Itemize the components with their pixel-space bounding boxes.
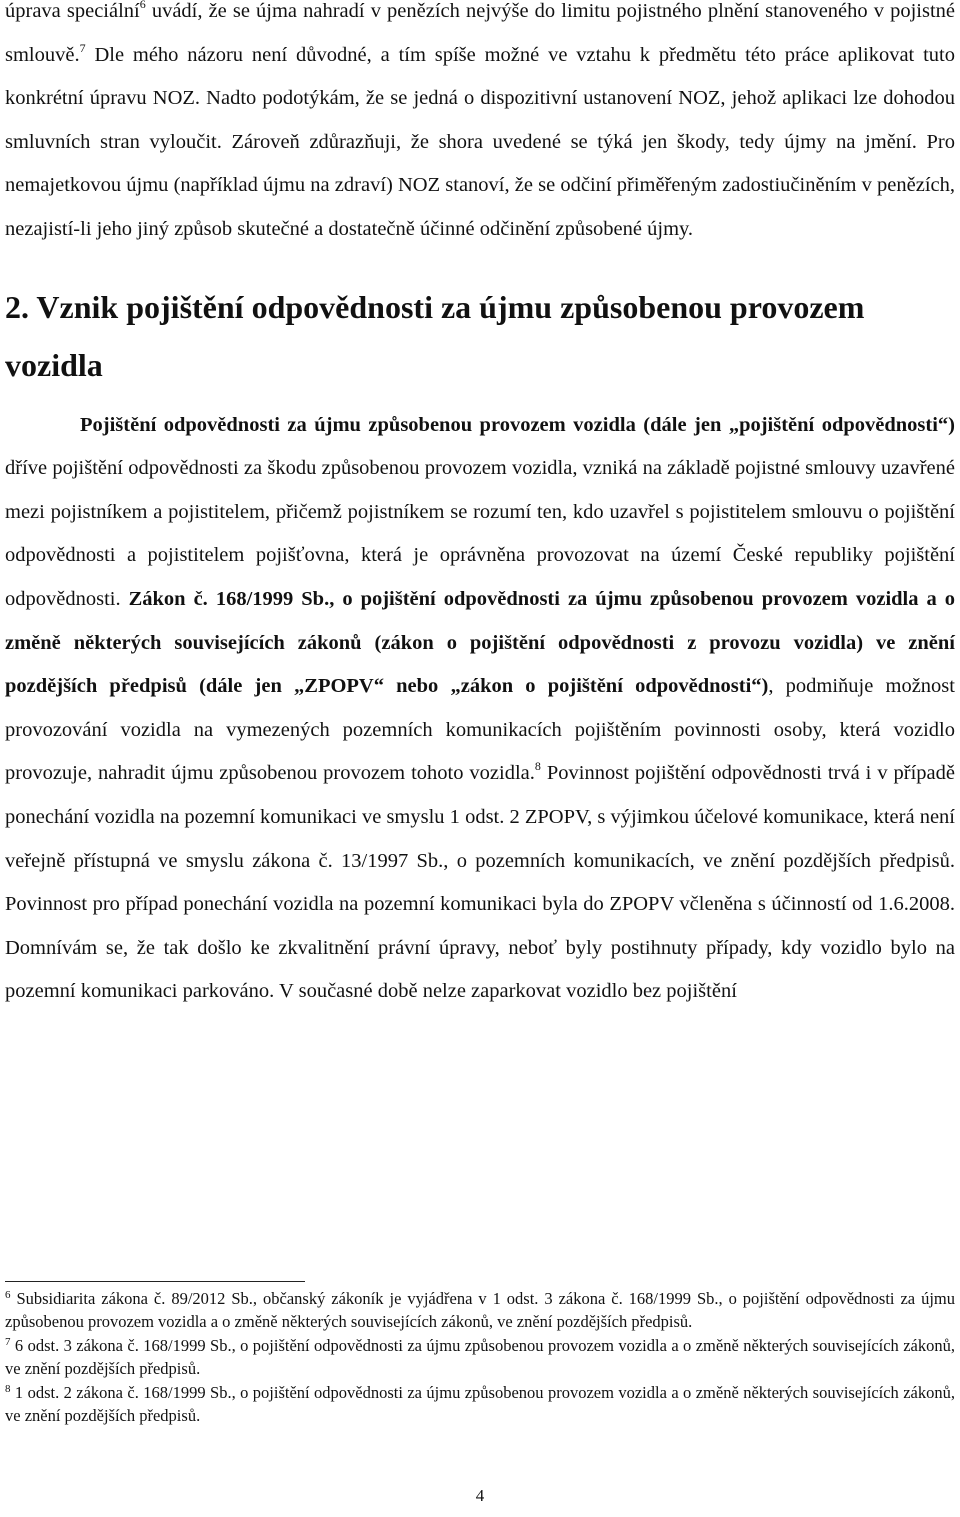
main-text-5: Povinnost pojištění odpovědnosti trvá i v případě ponechání vozidla na pozemní komunikaci ve smyslu 1 odst. 2 ZPOPV, s výjimkou účelové komunikace, která není veřejně přístupná ve smyslu zákona č. 13/1997 Sb., o pozemních komunikacích, ve znění pozdějších předpisů. Povinnost pro případ ponechání vozidla na pozemní komunikaci byla do ZPOPV včleněna s účinností od 1.6.2008. Domnívám se, že tak došlo ke zkvalitnění právní úpravy, neboť byly postihnuty případy, kdy vozidlo bylo na pozemní komunikaci parkováno. V současné době nelze zaparkovat vozidlo bez pojištění [5, 762, 955, 1003]
footnote-ref-8[interactable]: 8 [534, 759, 541, 774]
main-text-bold-3: Zákon č. 168/1999 Sb., o pojištění odpovědnosti za újmu způsobenou provozem vozidla a o změně některých souvisejících zákonů (zákon o pojištění odpovědnosti z provozu vozidla) ve znění pozdějších předpisů (dále jen „ZPOPV“ nebo „zákon o pojištění odpovědnosti“) [5, 587, 956, 698]
footnote-marker: 7 [5, 1335, 11, 1348]
footnote-text: Subsidiarita zákona č. 89/2012 Sb., občanský zákoník je vyjádřena v 1 odst. 3 zákona č. 168/1999 Sb., o pojištění odpovědnosti za újmu způsobenou provozem vozidla a o změně některých souvisejících zákonů, ve znění pozdějších předpisů. [5, 1289, 955, 1332]
intro-paragraph [5, 0, 955, 252]
main-text-bold-1: Pojištění odpovědnosti za újmu způsobenou provozem vozidla (dále jen „pojištění odpovědnosti“) [80, 413, 955, 436]
intro-text-3: Dle mého názoru není důvodné, a tím spíše možné ve vztahu k předmětu této práce aplikovat tuto konkrétní úpravu NOZ. Nadto podotýkám, že se jedná o dispozitivní ustanovení NOZ, jehož aplikaci lze dohodou smluvních stran vyloučit. Zároveň zdůrazňuji, že shora uvedené se týká jen škody, tedy újmy na jmění. Pro nemajetkovou újmu (například újmu na zdraví) NOZ stanoví, že se odčiní přiměřeným zadostiučiněním v penězích, nezajistí-li jeho jiný způsob skutečné a dostatečně účinné odčinění způsobené újmy. [5, 43, 955, 240]
footnote-6 [5, 1287, 955, 1334]
footnote-marker: 8 [5, 1382, 11, 1395]
footnote-separator [5, 1281, 305, 1282]
main-text-2: dříve pojištění odpovědnosti za škodu způsobenou provozem vozidla, vzniká na základě pojistné smlouvy uzavřené mezi pojistníkem a pojistitelem, přičemž pojistníkem se rozumí ten, kdo uzavřel s pojistitelem smlouvu o pojištění odpovědnosti a pojistitelem pojišťovna, která je oprávněna provozovat na území České republiky pojištění odpovědnosti. [5, 457, 955, 610]
footnote-text: 1 odst. 2 zákona č. 168/1999 Sb., o pojištění odpovědnosti za újmu způsobenou provozem vozidla a o změně některých souvisejících zákonů, ve znění pozdějších předpisů. [5, 1382, 955, 1426]
footnotes [5, 1287, 955, 1427]
footnote-8 [5, 1381, 955, 1428]
footnote-ref-7[interactable]: 7 [79, 40, 86, 55]
page-number: 4 [475, 1486, 485, 1505]
footnote-text: 6 odst. 3 zákona č. 168/1999 Sb., o pojištění odpovědnosti za újmu způsobenou provozem vozidla a o změně některých souvisejících zákonů, ve znění pozdějších předpisů. [5, 1335, 955, 1379]
footnote-ref-6[interactable]: 6 [139, 0, 146, 11]
footnote-7 [5, 1334, 955, 1381]
intro-text-2: uvádí, že se újma nahradí v penězích nejvýše do limitu pojistného plnění stanoveného v pojistné smlouvě. [5, 0, 955, 66]
footnote-marker: 6 [5, 1289, 11, 1301]
section-heading: 2. Vznik pojištění odpovědnosti za újmu způsobenou provozem vozidla [5, 288, 865, 383]
intro-text-1: úprava speciální [5, 0, 140, 22]
main-paragraph [5, 404, 955, 1014]
main-text-4: , podmiňuje možnost provozování vozidla na vymezených pozemních komunikacích pojištěním povinnosti osoby, která vozidlo provozuje, nahradit újmu způsobenou provozem tohoto vozidla. [5, 675, 955, 785]
